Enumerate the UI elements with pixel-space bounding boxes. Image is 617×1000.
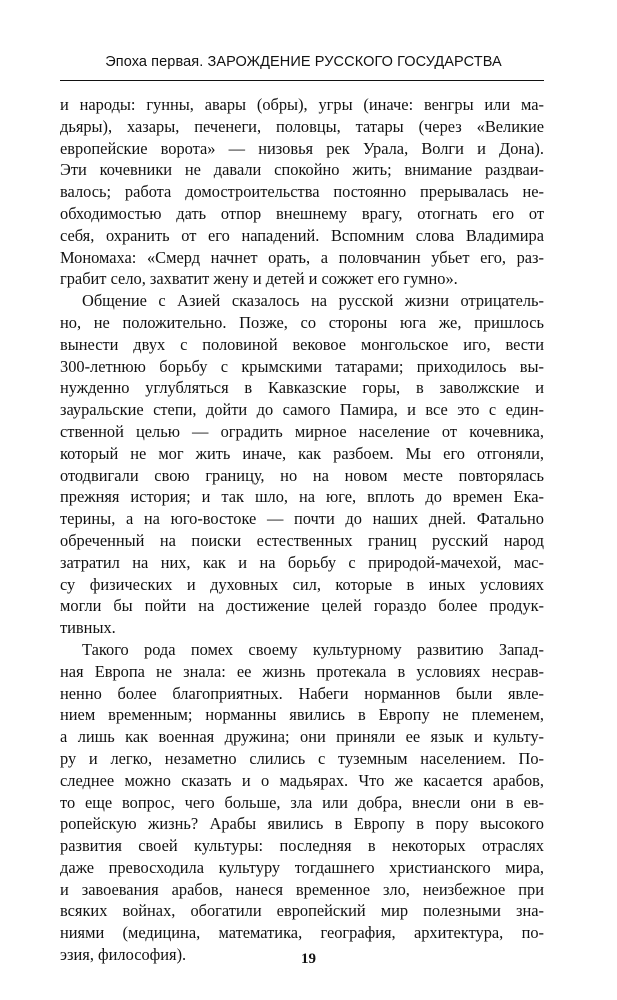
text-line: который не мог жить иначе, как разбоем. Мы его отгоняли,	[60, 443, 544, 463]
text-line: развития своей культуры: последняя в некоторых отраслях	[60, 836, 544, 856]
text-line: обходимостью дать отпор внешнему врагу, отогнать его от	[60, 203, 544, 223]
text-line: следнее можно сказать и о мадьярах. Что же касается арабов,	[60, 770, 544, 790]
header-rule	[60, 80, 544, 81]
text-line: эзия, философия).	[60, 945, 187, 965]
text-line: всяких войнах, обогатили европейский мир полезными зна-	[60, 901, 544, 921]
text-line: вынести двух с половиной вековое монгольское иго, вести	[60, 334, 544, 354]
text-line: себя, охранить от его нападений. Вспомним слова Владимира	[60, 225, 544, 245]
body-text	[60, 94, 544, 966]
paragraph	[60, 290, 544, 639]
text-line: Эти кочевники не давали спокойно жить; внимание раздваи-	[60, 160, 544, 180]
text-line: а лишь как военная дружина; они приняли ее язык и культу-	[60, 727, 544, 747]
running-head: Эпоха первая. ЗАРОЖДЕНИЕ РУССКОГО ГОСУДАРСТВА	[105, 54, 502, 70]
text-line: грабит село, захватит жену и детей и сожжет его гумно».	[60, 269, 458, 289]
text-line: 300-летнюю борьбу с крымскими татарами; приходилось вы-	[60, 356, 544, 376]
text-line: тивных.	[60, 618, 116, 638]
text-line: ру и легко, незаметно слились с туземным населением. По-	[60, 748, 544, 768]
text-line: зауральские степи, дойти до самого Памира, и все это с един-	[60, 400, 544, 420]
text-line: и народы: гунны, авары (обры), угры (иначе: венгры или ма-	[60, 95, 544, 114]
paragraph	[60, 639, 544, 966]
text-line: су физических и духовных сил, которые в иных условиях	[60, 574, 544, 594]
text-line: могли бы пойти на достижение целей гораздо более продук-	[60, 596, 544, 616]
text-line: терины, а на юго-востоке — почти до наших дней. Фатально	[60, 509, 544, 529]
text-line: валось; работа домостроительства постоянно прерывалась не-	[60, 182, 544, 202]
text-line: обреченный на поиски естественных границ русский народ	[60, 530, 544, 550]
text-line: то еще вопрос, чего больше, зла или добра, внесли они в ев-	[60, 792, 544, 812]
text-line: Такого рода помех своему культурному развитию Запад-	[82, 639, 544, 659]
text-line: Мономаха: «Смерд начнет орать, а половчанин убьет его, раз-	[60, 247, 544, 267]
text-line: нием временным; норманны явились в Европу не племенем,	[60, 705, 544, 725]
text-line: ниями (медицина, математика, география, архитектура, по-	[60, 923, 544, 943]
text-line: даже превосходила культуру тогдашнего христианского мира,	[60, 857, 544, 877]
page-number: 19	[301, 951, 316, 967]
text-line: ственной целью — оградить мирное население от кочевника,	[60, 421, 544, 441]
text-line: ная Европа не знала: ее жизнь протекала в условиях несрав-	[60, 661, 544, 681]
text-line: ропейскую жизнь? Арабы явились в Европу в пору высокого	[60, 814, 544, 834]
text-line: но, не положительно. Позже, со стороны юга же, пришлось	[60, 312, 544, 332]
text-line: Общение с Азией сказалось на русской жизни отрицатель-	[82, 291, 544, 311]
text-line: отодвигали свою границу, но на новом месте повторялась	[60, 465, 544, 485]
paragraph	[60, 94, 544, 290]
text-line: затратил на них, как и на борьбу с природой-мачехой, мас-	[60, 552, 544, 572]
text-line: ненно более благоприятных. Набеги норманнов были явле-	[60, 683, 544, 703]
text-line: прежняя история; и так шло, на юге, вплоть до времен Ека-	[60, 487, 544, 507]
text-line: европейские ворота» — низовья рек Урала, Волги и Дона).	[60, 138, 544, 158]
text-line: и завоевания арабов, нанеся временное зло, неизбежное при	[60, 879, 544, 899]
text-line: нужденно углубляться в Кавказские горы, в заволжские и	[60, 378, 544, 398]
text-line: дьяры), хазары, печенеги, половцы, татары (через «Великие	[60, 116, 544, 136]
